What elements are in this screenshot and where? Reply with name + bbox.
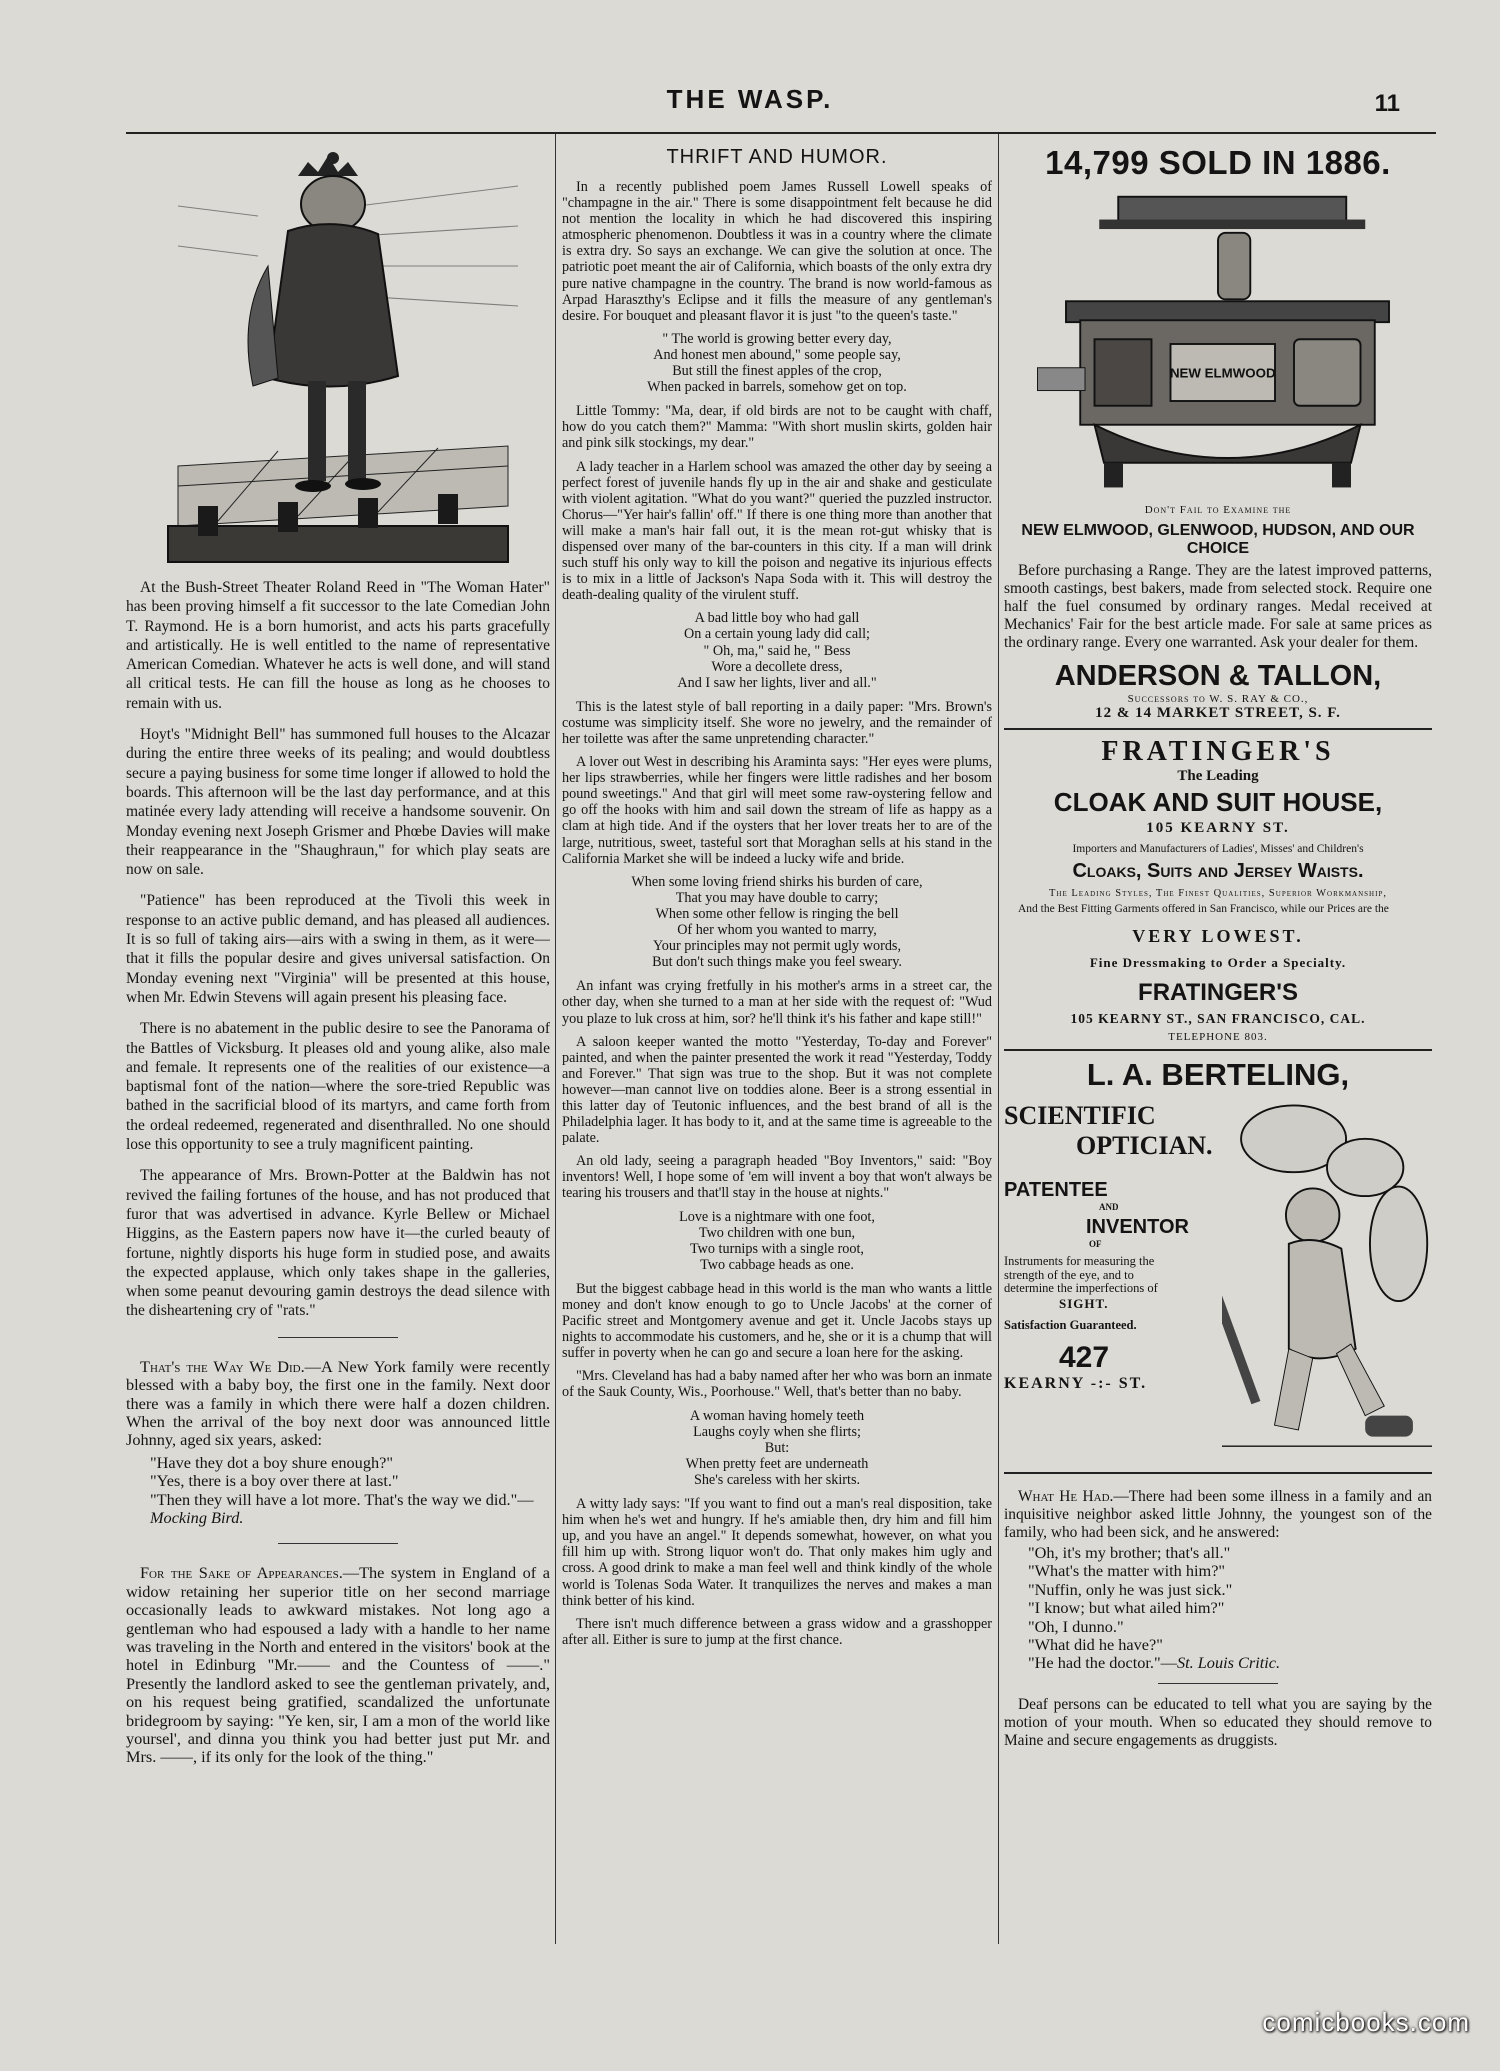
king-caricature-illustration	[158, 146, 518, 566]
dialogue-line: "Then they will have a lot more. That's the way we did."—Mocking Bird.	[150, 1489, 534, 1527]
berteling-scientific: SCIENTIFIC	[1004, 1101, 1156, 1130]
stove-caption: Don't Fail to Examine the	[1144, 504, 1292, 516]
fratinger-goods: Cloaks, Suits and Jersey Waists.	[1072, 860, 1364, 882]
humor-paragraph: A saloon keeper wanted the motto "Yesterday, To-day and Forever" painted, and when the painter presented the work it read "Yesterday, Toddy and Forever." That sign was true to the shop. But it was not complete however—man cannot live on toddies alone. Beer is a strong essential in this latter day of Teutonic influences, and the best brand of all is the Philadelphia lager. It has body to it, and at the same time is agreeable to the palate.	[562, 1033, 992, 1147]
verse: Love is a nightmare with one foot, Two children with one bun, Two turnips with a single root, Two cabbage heads as one.	[679, 1208, 875, 1273]
theater-paragraph: Hoyt's "Midnight Bell" has summoned full houses to the Alcazar during the entire three weeks of its pealing; and would doubtless secure a paying business for some time longer if allowed to hold the boards. This afternoon will be the last day performance, and at this matinée every lady attending will receive a handsome souvenir. On Monday evening next Joseph Grismer and Phœbe Davies will make their reappearance in the "Shaughraun," for which play seats are now on sale.	[126, 726, 550, 879]
verse: A bad little boy who had gall On a certain young lady did call; " Oh, ma," said he, " Bess Wore a decollete dress, And I saw her lights, liver and all."	[677, 610, 877, 691]
berteling-patentee: PATENTEE	[1004, 1179, 1108, 1201]
fratinger-name-2: FRATINGER'S	[1138, 979, 1298, 1006]
berteling-inventor: INVENTOR	[1086, 1216, 1189, 1238]
site-watermark: comicbooks.com	[1262, 2007, 1470, 2037]
humor-paragraph: An infant was crying fretfully in his mother's arms in a street car, the other day, when she turned to a man at her side with the request of: "Wud you plaze to luk cross at him, sor? he'll think it's his father and kape still!"	[562, 978, 992, 1027]
deaf-persons-item: Deaf persons can be educated to tell what you are saying by the motion of your mouth. When so educated they should remove to Maine and secure engagements as druggists.	[1004, 1695, 1432, 1749]
section-title: THRIFT AND HUMOR.	[666, 146, 888, 168]
way-we-did-item: That's the Way We Did.—A New York family were recently blessed with a baby boy, the first one in the family. Next door there was a family in which there were half a dozen children. When the arrival of the boy next door was announced little Johnny, aged six years, asked:	[126, 1356, 550, 1450]
berteling-name: L. A. BERTELING,	[1086, 1057, 1350, 1092]
kitchen-range-illustration	[1028, 184, 1408, 504]
stove-ad-headline: 14,799 SOLD IN 1886.	[1045, 144, 1391, 181]
berteling-optician: OPTICIAN.	[1076, 1131, 1213, 1160]
separator-rule	[278, 1543, 398, 1544]
dialogue-lines	[126, 1454, 550, 1528]
theater-paragraph: The appearance of Mrs. Brown-Potter at the Baldwin has not revived the failing fortunes of the house, and has not produced that furor that was advertised in advance. Kyrle Bellew or Michael Higgins, as the Eastern papers now have it—the curled beauty of fortune, nightly disports his huge form in studied pose, and awaits the expected applause, which only takes shape in the galleries, when some peanut devouring gamin destroys the dead silence with the disheartening cry of "rats."	[126, 1167, 550, 1320]
column-divider-1	[555, 134, 556, 1944]
humor-paragraph: Little Tommy: "Ma, dear, if old birds are not to be caught with chaff, how do you catch them?" Mamma: "With short muslin skirts, golden hair and pink silk stockings, my dear."	[562, 403, 992, 452]
item-heading: What He Had.	[1018, 1488, 1114, 1505]
fratinger-leading: The Leading	[1177, 768, 1259, 784]
dialogue-line: "Have they dot a boy shure enough?"	[150, 1452, 393, 1472]
column-2	[562, 140, 992, 1955]
appearances-item: For the Sake of Appearances.—The system in England of a widow retaining her superior title on her second marriage occasionally leads to awkward mistakes. Not long ago a gentleman who had espoused a lady with a handle to her name was traveling in the North and entered in the visitors' book at the hotel in Edinburg "Mr.—— and the Countess of ——." Presently the landlord asked to see the gentleman privately, and, on his request being gratified, scandalized the unfortunate bridegroom by saying: "Ye ken, sir, I am a mon of the world like yoursel', and dinna you think you had better just put Mr. and Mrs. ——, if its only for the look of the thing."	[126, 1563, 550, 1767]
dialogue-lines: "Oh, it's my brother; that's all." "What's the matter with him?" "Nuffin, only he was just sick." "I know; but what ailed him?" "Oh, I dunno." "What did he have?" "He had the doctor."—St. Louis Critic.	[1028, 1543, 1281, 1673]
item-heading: That's the Way We Did.	[140, 1356, 305, 1376]
humor-paragraph: There isn't much difference between a grass widow and a grasshopper after all. Either is sure to jump at the first chance.	[562, 1615, 992, 1648]
fratinger-styles: The Leading Styles, The Finest Qualities, Superior Workmanship,	[1049, 888, 1387, 899]
dialogue-line: "Yes, there is a boy over there at last."	[150, 1471, 399, 1491]
ad-rule	[1004, 728, 1432, 730]
fratinger-dressmaking: Fine Dressmaking to Order a Specialty.	[1089, 955, 1347, 970]
theater-paragraph: "Patience" has been reproduced at the Tivoli this week in response to an active public demand, and has pleased all audiences. It is so full of taking airs—airs with a swing in them, as it were—that it fills the popular desire and gives universal satisfaction. On Monday evening next "Virginia" will be presented at this house, when Mr. Edwin Stevens will again present his pleasing face.	[126, 892, 550, 1006]
fratinger-importers: Importers and Manufacturers of Ladies', Misses' and Children's	[1072, 843, 1364, 855]
humor-paragraph: A witty lady says: "If you want to find out a man's real disposition, take him when he's wet and hungry. If he's amiable then, dry him and fill him up, and you have an angel." It depends somewhat, however, on what you fill him up with. Strong liquor won't do. That only makes him ugly and cross. A good drink to make a man feel well and think kindly of the whole world is Tolenas Soda Water. It tranquilizes the nerves and makes a man think better of his kind.	[562, 1496, 992, 1609]
page-number: 11	[1374, 90, 1400, 117]
stove-label: NEW ELMWOOD	[1169, 365, 1276, 381]
what-he-had-item: What He Had.—There had been some illness in a family and an inquisitive neighbor asked little Johnny, the youngest son of the family, who had been sick, and he answered:	[1004, 1488, 1432, 1541]
berteling-number: 427	[1059, 1340, 1110, 1374]
verse: A woman having homely teeth Laughs coyly when she flirts; But: When pretty feet are underneath She's careless with her skirts.	[685, 1407, 869, 1488]
cherub-mirrors-illustration	[1222, 1097, 1432, 1467]
stove-ad-body: Before purchasing a Range. They are the latest improved patterns, smooth castings, best bakers, made from selected stock. Require one half the fuel consumed by ordinary ranges. Medal received at Mechanics' Fair for the best article made. For sale at same prices as the ordinary range. Every one warranted. Ask your dealer for them.	[1004, 562, 1432, 651]
source-credit: Mocking Bird.	[150, 1507, 244, 1527]
humor-paragraph: But the biggest cabbage head in this world is the man who wants a little money and don't know enough to go to Uncle Jacobs' at the corner of Pacific street and Montgomery avenue and get it. Uncle Jacobs stays up nights to accommodate his customers, and he, she or it is a chump that will suffer in poverty when he can go and secure a loan here for the asking.	[562, 1280, 992, 1362]
fratinger-street: 105 KEARNY ST.	[1146, 820, 1290, 836]
ad-rule	[1004, 1049, 1432, 1051]
berteling-instruments: Instruments for measuring the strength of the eye, and to determine the imperfections of	[1004, 1254, 1158, 1295]
firm-successors: Successors to W. S. RAY & CO.,	[1127, 693, 1309, 705]
verse: " The world is growing better every day, And honest men abound," some people say, But still the finest apples of the crop, When packed in barrels, somehow get on top.	[647, 330, 907, 396]
column-divider-2	[998, 134, 999, 1944]
humor-paragraph: In a recently published poem James Russell Lowell speaks of "champagne in the air." There is some disappointment felt because he did not mention the locality in which he had discovered this inspiring atmospheric phenomenon. Doubtless it was in a country where the climate is extra dry. So says an exchange. We can give the solution at once. The patriotic poet meant the air of California, which boasts of the only extra dry pure native champagne in the country. The brand is now world-famous as Arpad Haraszthy's Eclipse and it fills the measure of any gentleman's desire. For bouquet and pleasant flavor it is just "to the queen's taste."	[562, 179, 992, 324]
fratinger-lowest: VERY LOWEST.	[1132, 926, 1304, 946]
theater-paragraph: At the Bush-Street Theater Roland Reed in "The Woman Hater" has been proving himself a fit successor to the late Comedian John T. Raymond. He is a born humorist, and acts his parts gracefully and artistically. He is well entitled to the name of representative American Comedian. Whatever he acts is well done, and will stand all critical tests. He can fill the house as long as he chooses to remain with us.	[126, 579, 550, 712]
fratinger-name: FRATINGER'S	[1101, 736, 1335, 767]
item-heading: For the Sake of Appearances.	[140, 1563, 343, 1583]
berteling-ad	[1004, 1057, 1432, 1492]
humor-paragraph: "Mrs. Cleveland has had a baby named after her who was born an inmate of the Sauk County, Wis., Poorhouse." Well, that's better than no baby.	[562, 1368, 992, 1401]
page-header-title: THE WASP.	[666, 84, 834, 114]
source-credit: St. Louis Critic.	[1176, 1653, 1281, 1673]
separator-rule	[1158, 1683, 1278, 1684]
humor-paragraph: A lady teacher in a Harlem school was amazed the other day by seeing a perfect forest of juvenile hands fly up in the air and shake and gesticulate with violent agitation. "What do you want?" queried the puzzled instructor. Chorus—"Yer hair's fallin' off." If there is one thing more than another that will make a man's hair fall out, it is the mean rot-gut whisky that is dispensed over many of the bar-counters in this city. If a man will drink such stuff his only way to kill the poison and negative its injurious effects is to mix in a little of Jackson's Napa Soda with it. This will destroy the death-dealing quality of the virulent stuff.	[562, 458, 992, 604]
berteling-street: KEARNY -:- ST.	[1004, 1374, 1148, 1392]
verse: When some loving friend shirks his burden of care, That you may have double to carry; When some other fellow is ringing the bell Of her whom you wanted to marry, Your principles may not permit ugly words, But don't such things make you feel sweary.	[631, 873, 923, 971]
column-3	[1004, 140, 1432, 1955]
fratinger-telephone: TELEPHONE 803.	[1168, 1031, 1268, 1043]
berteling-sight: SIGHT.	[1059, 1295, 1109, 1311]
theater-paragraph: There is no abatement in the public desire to see the Panorama of the Battles of Vicksburg. It pleases old and young alike, also male and female. It represents one of the realities of our existence—a baptismal font of the nation—where the sore-tried Republic was bathed in the sacrificial blood of its martyrs, and came forth from the ordeal redeemed, regenerated and disenthralled. No one should lose this opportunity to see a truly magnificent painting.	[126, 1020, 550, 1154]
fratinger-address: 105 KEARNY ST., SAN FRANCISCO, CAL.	[1070, 1011, 1366, 1026]
firm-address: 12 & 14 MARKET STREET, S. F.	[1095, 705, 1341, 721]
humor-paragraph: A lover out West in describing his Araminta says: "Her eyes were plums, her lips strawberries, while her fingers were little radishes and her bosom pound sweetings." And that girl will meet some raw-oystering fellow and go off the hooks with him and sail down the stream of life as happy as a clam at high tide. And if the oysters that her lover treats her to are of the large, nutritious, sweet, tasteful sort that Moraghan sells at his stand in the California Market she will be indeed a lucky wife and bride.	[562, 754, 992, 867]
stove-models: NEW ELMWOOD, GLENWOOD, HUDSON, AND OUR CHOICE	[1021, 522, 1415, 557]
column-1	[126, 140, 550, 1955]
humor-paragraph: This is the latest style of ball reporting in a daily paper: "Mrs. Brown's costume was simplicity itself. She wore no jewelry, and the remainder of her toilette was after the same unpretending character."	[562, 698, 992, 747]
fratinger-fitting: And the Best Fitting Garments offered in San Francisco, while our Prices are the	[1018, 903, 1389, 915]
separator-rule	[278, 1337, 398, 1338]
firm-name: ANDERSON & TALLON,	[1054, 660, 1382, 692]
berteling-of: OF	[1089, 1239, 1102, 1249]
header-rule	[126, 132, 1436, 134]
humor-paragraph: An old lady, seeing a paragraph headed "Boy Inventors," said: "Boy inventors! Well, I hope some of 'em will invent a boy that won't always be tearing his trousers and that'll stay in the house at nights."	[562, 1153, 992, 1202]
berteling-satisfaction: Satisfaction Guaranteed.	[1004, 1317, 1137, 1332]
fratinger-house: CLOAK AND SUIT HOUSE,	[1053, 787, 1383, 817]
berteling-and: AND	[1099, 1202, 1119, 1212]
